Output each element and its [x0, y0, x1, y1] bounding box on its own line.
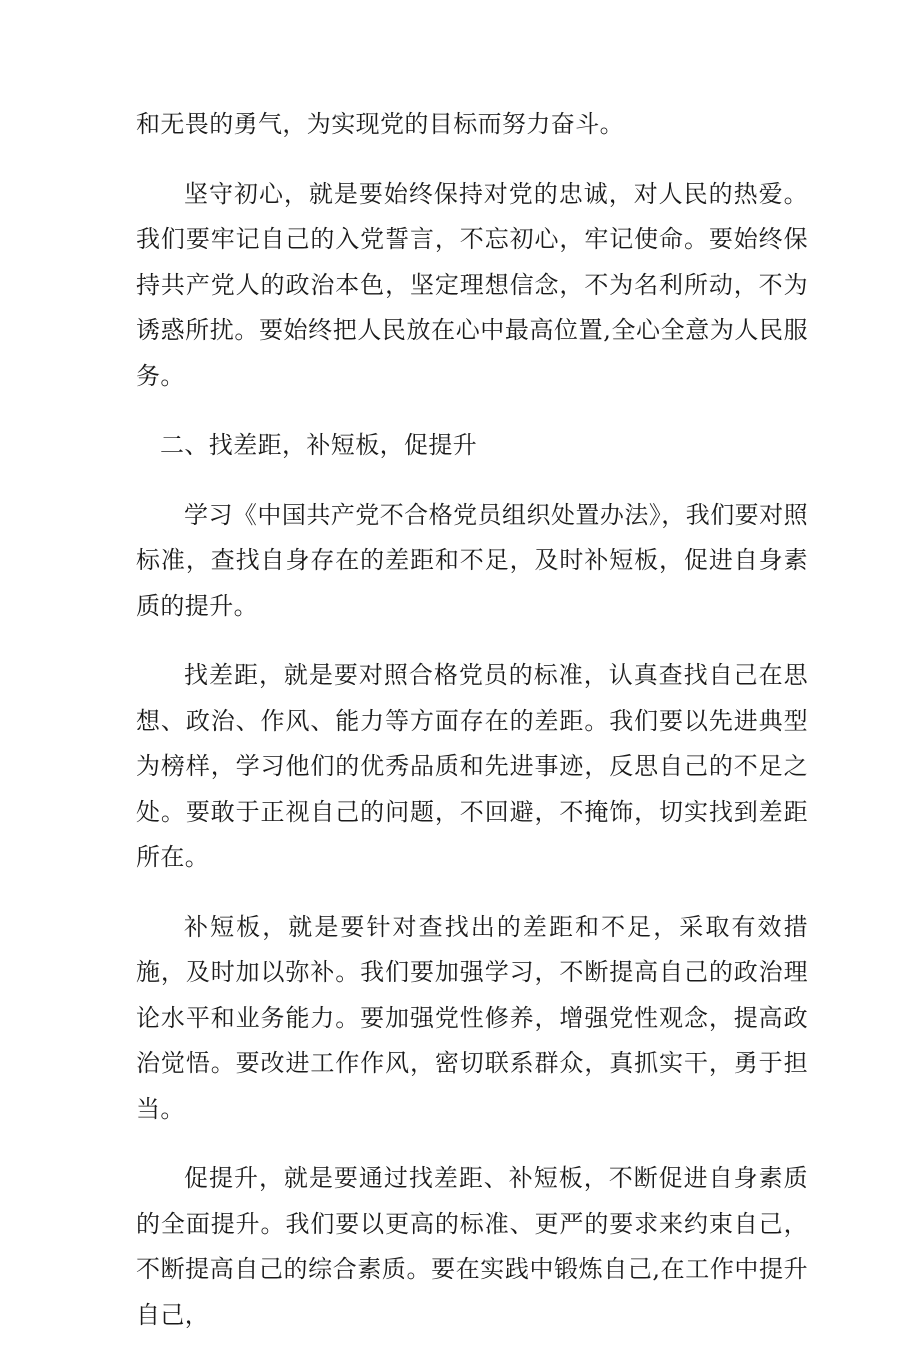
paragraph-continuation: 和无畏的勇气，为实现党的目标而努力奋斗。 — [136, 110, 624, 138]
paragraph-fix-weaknesses: 补短板，就是要针对查找出的差距和不足，采取有效措施，及时加以弥补。我们要加强学习，不断提高自己的政治理论水平和业务能力。要加强党性修养，增强党性观念，提高政治觉悟。要改进工作作风，密切联系群众，真抓实干，勇于担当。 — [136, 912, 808, 1123]
section-heading-2: 二、找差距，补短板，促提升 — [160, 431, 478, 459]
paragraph-promote-improvement: 促提升，就是要通过找差距、补短板，不断促进自身素质的全面提升。我们要以更高的标准、更严的要求来约束自己，不断提高自己的综合素质。要在实践中锻炼自己,在工作中提升自己， — [136, 1164, 808, 1329]
paragraph-keep-original-aspiration: 坚守初心，就是要始终保持对党的忠诚，对人民的热爱。我们要牢记自己的入党誓言，不忘初心，牢记使命。要始终保持共产党人的政治本色，坚定理想信念，不为名利所动，不为诱惑所扰。要始终把人民放在心中最高位置,全心全意为人民服务。 — [136, 179, 808, 390]
paragraph-study-measures: 学习《中国共产党不合格党员组织处置办法》，我们要对照标准，查找自身存在的差距和不足，及时补短板，促进自身素质的提升。 — [136, 500, 808, 620]
document-body — [136, 102, 808, 1362]
paragraph-find-gaps: 找差距，就是要对照合格党员的标准，认真查找自己在思想、政治、作风、能力等方面存在的差距。我们要以先进典型为榜样，学习他们的优秀品质和先进事迹，反思自己的不足之处。要敢于正视自己的问题，不回避，不掩饰，切实找到差距所在。 — [136, 661, 808, 871]
